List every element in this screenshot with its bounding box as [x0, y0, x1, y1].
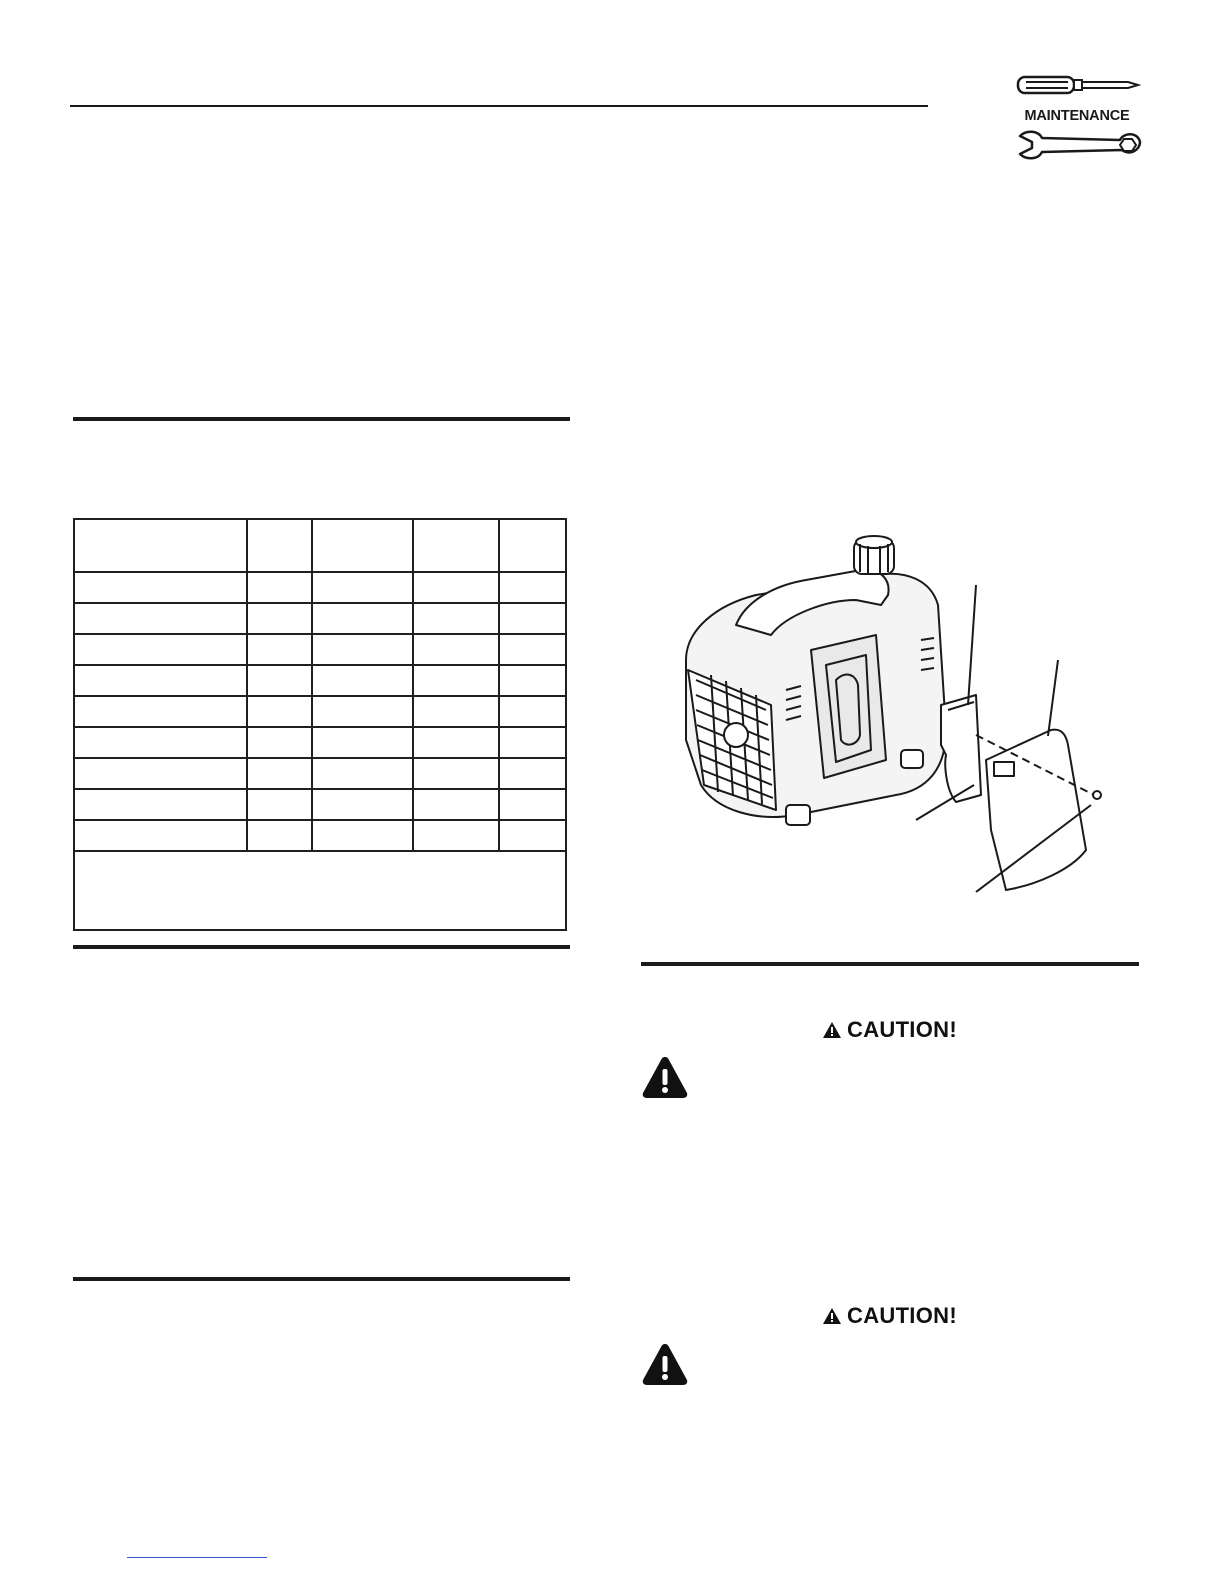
table-row — [74, 789, 566, 820]
generator-illustration — [676, 530, 1126, 900]
section-divider-2 — [73, 945, 570, 949]
table-row — [74, 603, 566, 634]
caution-title: CAUTION! — [847, 1303, 957, 1328]
table-row — [74, 696, 566, 727]
caution-heading-1 — [822, 1017, 957, 1043]
table-row — [74, 820, 566, 851]
wrench-icon — [1016, 128, 1142, 164]
section-divider-4 — [641, 962, 1139, 966]
maintenance-badge — [1012, 68, 1142, 168]
table-row — [74, 665, 566, 696]
warning-triangle-icon — [641, 1342, 689, 1386]
footer-link-underline[interactable] — [127, 1557, 267, 1558]
table-footnote-row — [74, 851, 566, 930]
section-divider-3 — [73, 1277, 570, 1281]
table-row — [74, 758, 566, 789]
page-header-rule — [70, 105, 928, 107]
maintenance-schedule-table — [73, 518, 567, 931]
table-row — [74, 634, 566, 665]
caution-title: CAUTION! — [847, 1017, 957, 1042]
screwdriver-icon — [1016, 72, 1142, 100]
warning-triangle-icon — [822, 1307, 842, 1325]
table-row — [74, 727, 566, 758]
warning-triangle-icon — [641, 1055, 689, 1099]
section-divider-1 — [73, 417, 570, 421]
maintenance-label: MAINTENANCE — [1024, 108, 1130, 124]
warning-triangle-icon — [822, 1021, 842, 1039]
table-header-row — [74, 519, 566, 572]
table-row — [74, 572, 566, 603]
caution-heading-2 — [822, 1303, 957, 1329]
